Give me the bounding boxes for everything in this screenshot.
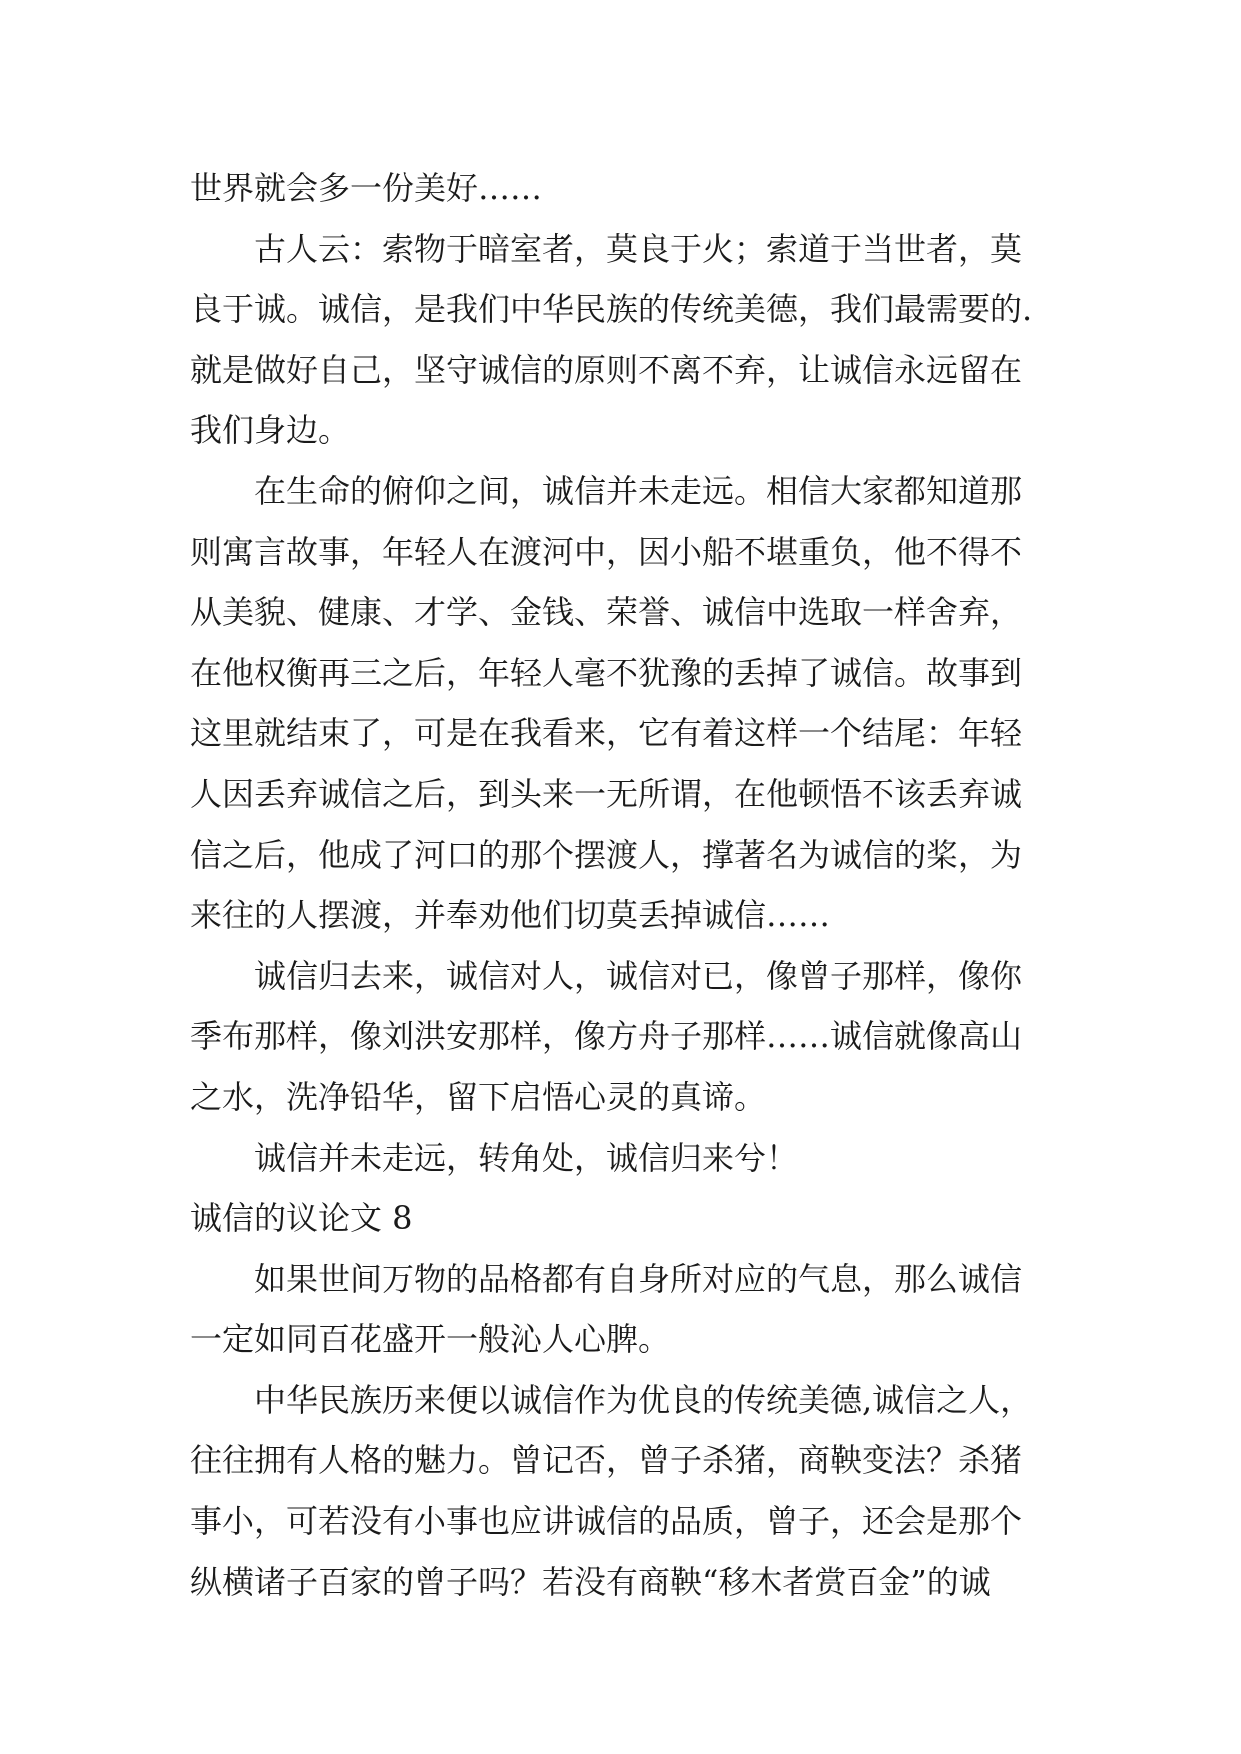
text-line: 之水，洗净铅华，留下启悟心灵的真谛。	[190, 1077, 767, 1116]
text-line: 中华民族历来便以诚信作为优良的传统美德,诚信之人，	[254, 1380, 1033, 1419]
text-line: 则寓言故事，年轻人在渡河中，因小船不堪重负，他不得不	[190, 532, 1023, 571]
text-line: 这里就结束了，可是在我看来，它有着这样一个结尾：年轻	[190, 714, 1023, 753]
text-line: 在他权衡再三之后，年轻人毫不犹豫的丢掉了诚信。故事到	[190, 653, 1023, 692]
text-line: 诚信并未走远，转角处，诚信归来兮！	[254, 1138, 799, 1177]
text-line: 事小，可若没有小事也应讲诚信的品质，曾子，还会是那个	[190, 1502, 1023, 1541]
text-line: 纵横诸子百家的曾子吗？若没有商鞅“移木者赏百金”的诚	[190, 1562, 991, 1601]
text-line: 往往拥有人格的魅力。曾记否，曾子杀猪，商鞅变法？杀猪	[190, 1441, 1023, 1480]
text-line: 信之后，他成了河口的那个摆渡人，撑著名为诚信的桨，为	[190, 835, 1023, 874]
document-body	[190, 158, 1050, 1612]
text-line: 人因丢弃诚信之后，到头来一无所谓，在他顿悟不该丢弃诚	[190, 774, 1023, 813]
text-line: 来往的人摆渡，并奉劝他们切莫丢掉诚信……	[190, 896, 831, 935]
text-line: 季布那样，像刘洪安那样，像方舟子那样……诚信就像高山	[190, 1017, 1023, 1056]
text-line: 就是做好自己，坚守诚信的原则不离不弃，让诚信永远留在	[190, 350, 1023, 389]
text-line: 一定如同百花盛开一般沁人心脾。	[190, 1320, 671, 1359]
text-line: 诚信归去来，诚信对人，诚信对已，像曾子那样，像你	[254, 956, 1023, 995]
section-heading: 诚信的议论文 8	[190, 1199, 413, 1238]
text-line: 从美貌、健康、才学、金钱、荣誉、诚信中选取一样舍弃，	[190, 593, 1023, 632]
text-line: 世界就会多一份美好……	[190, 169, 543, 207]
text-line: 我们身边。	[190, 411, 351, 450]
text-line: 良于诚。诚信，是我们中华民族的传统美德，我们最需要的.	[190, 290, 1033, 329]
text-line: 在生命的俯仰之间，诚信并未走远。相信大家都知道那	[254, 471, 1023, 510]
text-line: 如果世间万物的品格都有自身所对应的气息，那么诚信	[254, 1259, 1023, 1298]
text-line: 古人云：索物于暗室者，莫良于火；索道于当世者，莫	[254, 229, 1023, 268]
